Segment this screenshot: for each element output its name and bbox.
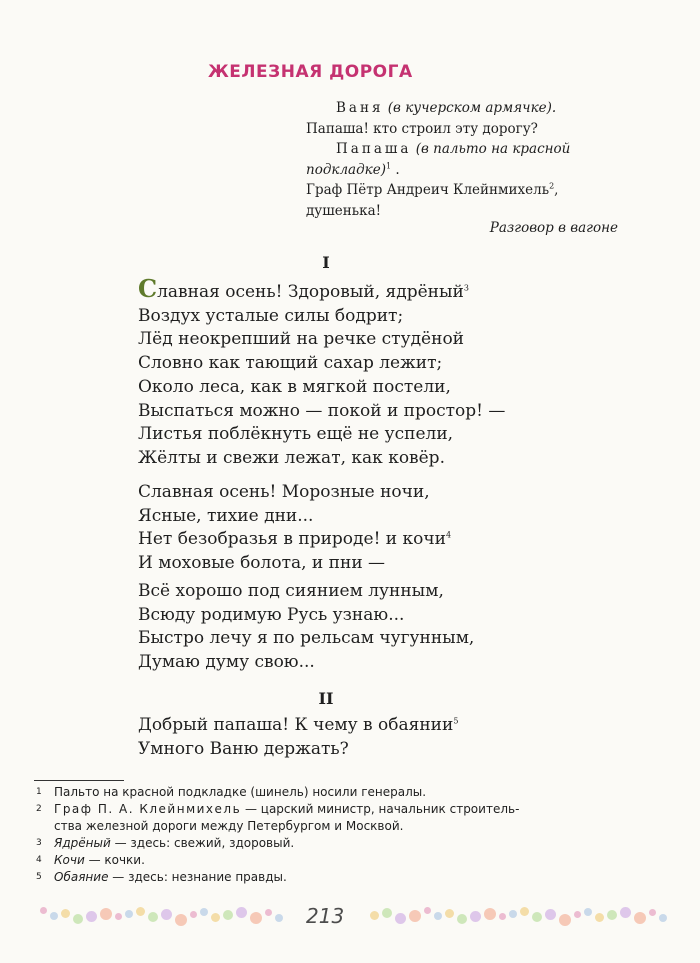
ornament-flower (236, 907, 247, 918)
ornament-flower (125, 910, 133, 918)
ornament-flower (584, 908, 592, 916)
epigraph-line-6: душенька! (306, 202, 382, 219)
epigraph (306, 98, 636, 221)
ornament-flower (265, 909, 272, 916)
ornament-flower (484, 908, 496, 920)
speaker-vanya: Ваня (336, 100, 384, 116)
ornament-flower (445, 909, 454, 918)
ornament-flower (73, 914, 83, 924)
ornament-flower (161, 909, 172, 920)
verse-line: Листья поблёкнуть ещё не успели, (138, 424, 454, 444)
epigraph-line-2: Папаша! кто строил эту дорогу? (306, 120, 538, 137)
ornament-flower (595, 913, 604, 922)
stage-direction: (в пальто на красной (415, 141, 571, 157)
verse-line: Всё хорошо под сиянием лунным, (138, 581, 444, 601)
footnote-divider (34, 780, 124, 781)
footnote-3 (36, 835, 636, 852)
verse-line: Выспаться можно — покой и простор! — (138, 400, 506, 421)
ornament-flower (275, 914, 283, 922)
footnote-marker[interactable]: 2 (549, 181, 555, 191)
footnote-marker[interactable]: 5 (453, 716, 459, 726)
ornament-flower (634, 912, 646, 924)
verse-line (138, 274, 469, 305)
ornament-flower (61, 909, 70, 918)
verse-text: Нет безобразья в природе! и кочи (138, 529, 446, 549)
stanza-2 (138, 376, 505, 470)
footnote-term: Ядрёный (54, 836, 111, 850)
footnote-number: 4 (36, 855, 42, 865)
footnote-term: Обаяние (54, 870, 109, 884)
epigraph-line-1 (306, 98, 636, 119)
ornament-flower (200, 908, 208, 916)
epigraph-line-4: подкладке)$^1$ . (306, 161, 400, 178)
verse-line (138, 714, 458, 738)
verse-line: Всюду родимую Русь узнаю... (138, 604, 405, 625)
ornament-flower (457, 914, 467, 924)
stanza-3 (138, 481, 451, 575)
verse-line: Ясные, тихие дни... (138, 505, 314, 526)
ornament-flower (424, 907, 431, 914)
stage-direction: подкладке) (306, 161, 386, 178)
part-numeral-1: I (322, 253, 330, 272)
footnote-4 (36, 852, 636, 869)
verse-line (138, 528, 451, 552)
verse-line: Думаю думу свою... (138, 651, 315, 672)
drop-cap: С (138, 274, 158, 303)
footnote-text: — здесь: незнание правды. (108, 870, 287, 884)
ornament-flower (382, 908, 392, 918)
ornament-flower (409, 910, 421, 922)
ornament-flower (659, 914, 667, 922)
ornament-flower (136, 907, 145, 916)
page-number: 213 (306, 904, 345, 928)
ornament-flower (250, 912, 262, 924)
ornament-flower (370, 911, 379, 920)
footnote-5 (36, 869, 636, 886)
footnote-number: 5 (36, 872, 42, 882)
ornament-flower (211, 913, 220, 922)
ornament-flower (223, 910, 233, 920)
verse-line: Лёд неокрепший на речке студёной (138, 329, 465, 349)
footnotes (36, 784, 636, 886)
ornament-flower (395, 913, 406, 924)
verse-line: Воздух усталые силы бодрит; (138, 305, 404, 326)
ornament-flower (40, 907, 47, 914)
footnote-text: — здесь: свежий, здоровый. (110, 836, 295, 850)
footnote-text: — кочки. (84, 853, 145, 867)
footnote-number: 1 (36, 787, 42, 797)
stanza-1 (138, 274, 469, 375)
ornament-flower (499, 913, 506, 920)
ornament-flower (100, 908, 112, 920)
epigraph-text: Граф Пётр Андреич Клейнмихель (306, 182, 550, 198)
footnote-text: ства железной дороги между Петербургом и Москвой. (54, 819, 404, 833)
stanza-4 (138, 580, 474, 674)
ornament-flower (148, 912, 158, 922)
epigraph-line-5: Граф Пётр Андреич Клейнмихель$^2$, (306, 181, 559, 198)
footnote-marker[interactable]: 3 (463, 283, 469, 293)
footnote-term: Кочи (54, 853, 85, 867)
ornament-flower (509, 910, 517, 918)
ornament-flower (559, 914, 571, 926)
ornament-flower (175, 914, 187, 926)
verse-line: Словно как тающий сахар лежит; (138, 352, 443, 373)
ornament-flower (649, 909, 656, 916)
verse-line: Умного Ваню держать? (138, 738, 349, 759)
epigraph-line-3 (306, 139, 636, 160)
footnote-marker[interactable]: 4 (445, 530, 452, 540)
ornament-flower (470, 911, 481, 922)
footnote-2 (36, 801, 636, 835)
verse-text: Добрый папаша! К чему в обаянии (138, 715, 454, 735)
ornament-flower (86, 911, 97, 922)
ornament-flower (50, 912, 58, 920)
footnote-number: 3 (36, 838, 42, 848)
footnote-marker[interactable]: 1 (385, 161, 392, 170)
ornament-flower (115, 913, 122, 920)
speaker-papasha: Папаша (336, 141, 412, 157)
part-numeral-2: II (318, 689, 334, 708)
footnote-text: — царский министр, начальник строитель- (241, 802, 520, 816)
verse-line: Около леса, как в мягкой постели, (138, 377, 451, 397)
stage-direction: (в кучерском армячке). (387, 100, 557, 116)
verse-text: лавная осень! Здоровый, ядрёный (157, 282, 464, 302)
footnote-text: Пальто на красной подкладке (шинель) носили генералы. (54, 785, 427, 799)
ornament-flower (532, 912, 542, 922)
footnote-term: Граф П. А. Клейнмихель (54, 802, 242, 816)
epigraph-source: Разговор в вагоне (489, 220, 618, 236)
verse-line: И моховые болота, и пни — (138, 552, 386, 573)
ornament-flower (545, 909, 556, 920)
ornament-flower (190, 911, 197, 918)
ornament-flower (607, 910, 617, 920)
verse-line: Славная осень! Морозные ночи, (138, 482, 430, 502)
poem-title: ЖЕЛЕЗНАЯ ДОРОГА (208, 62, 413, 82)
footnote-1 (36, 784, 636, 801)
ornament-flower (520, 907, 529, 916)
footnote-number: 2 (36, 804, 42, 814)
ornament-flower (620, 907, 631, 918)
stanza-5 (138, 714, 458, 761)
ornament-flower (574, 911, 581, 918)
ornament-flower (434, 912, 442, 920)
verse-line: Жёлты и свежи лежат, как ковёр. (138, 447, 445, 468)
verse-line: Быстро лечу я по рельсам чугунным, (138, 628, 475, 648)
